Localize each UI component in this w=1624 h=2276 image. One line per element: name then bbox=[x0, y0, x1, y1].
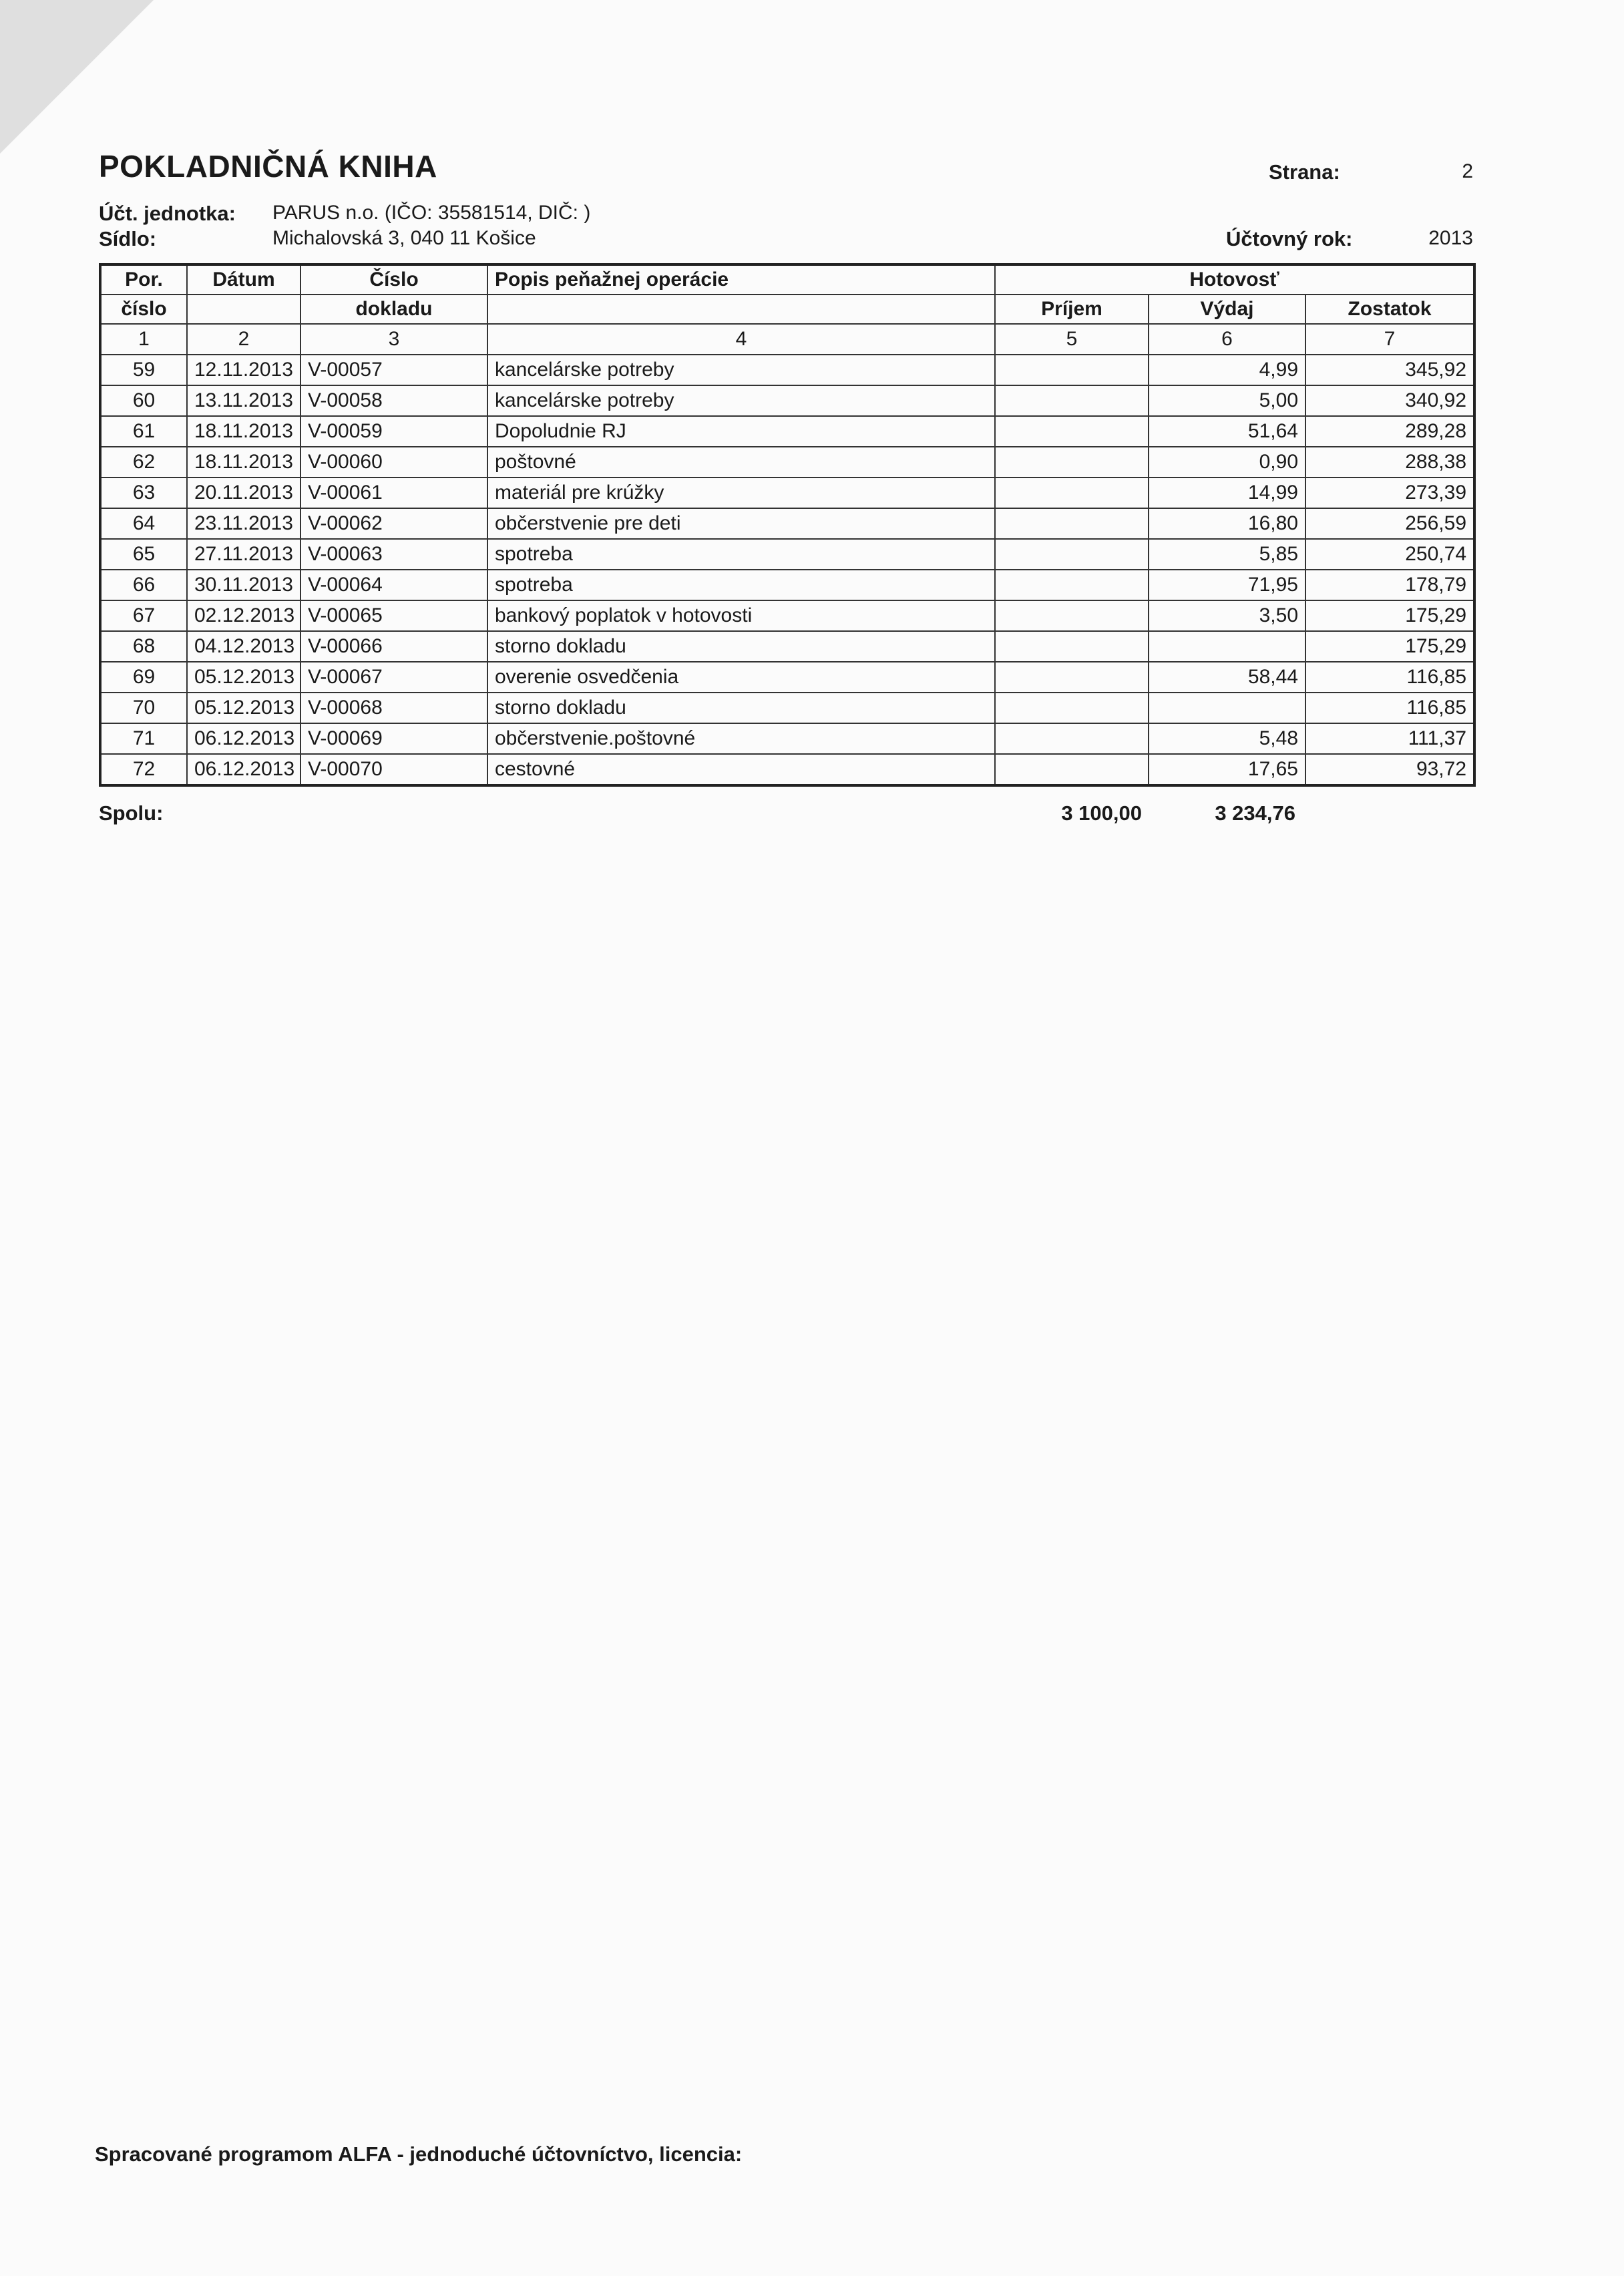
cell-por: 65 bbox=[100, 539, 187, 570]
cell-vydaj: 16,80 bbox=[1149, 508, 1305, 539]
cell-datum: 13.11.2013 bbox=[187, 385, 300, 416]
header-datum: Dátum bbox=[187, 264, 300, 295]
table-row bbox=[100, 447, 1474, 478]
cell-datum: 12.11.2013 bbox=[187, 355, 300, 385]
cell-por: 66 bbox=[100, 570, 187, 600]
unit-value: PARUS n.o. (IČO: 35581514, DIČ: ) bbox=[272, 202, 591, 224]
column-number: 6 bbox=[1149, 324, 1305, 355]
cell-vydaj: 5,85 bbox=[1149, 539, 1305, 570]
footer-note: Spracované programom ALFA - jednoduché účtovníctvo, licencia: bbox=[95, 2142, 743, 2166]
column-number: 3 bbox=[300, 324, 487, 355]
cell-datum: 23.11.2013 bbox=[187, 508, 300, 539]
cell-vydaj bbox=[1149, 631, 1305, 662]
cell-prijem bbox=[995, 754, 1149, 785]
cell-zostatok: 175,29 bbox=[1305, 631, 1474, 662]
column-number: 1 bbox=[100, 324, 187, 355]
total-prijem: 3 100,00 bbox=[1061, 801, 1142, 825]
page-label: Strana: bbox=[1269, 160, 1340, 184]
seat-value: Michalovská 3, 040 11 Košice bbox=[272, 227, 536, 249]
header-datum-blank bbox=[187, 295, 300, 324]
header-cislo-line2: dokladu bbox=[300, 295, 487, 324]
cell-doklad: V-00064 bbox=[300, 570, 487, 600]
header-por-line2: číslo bbox=[100, 295, 187, 324]
cell-doklad: V-00060 bbox=[300, 447, 487, 478]
cell-datum: 18.11.2013 bbox=[187, 416, 300, 447]
cash-book-table bbox=[99, 263, 1476, 787]
table-row bbox=[100, 570, 1474, 600]
cell-popis: storno dokladu bbox=[487, 631, 995, 662]
table-row bbox=[100, 723, 1474, 754]
cell-datum: 04.12.2013 bbox=[187, 631, 300, 662]
cell-zostatok: 273,39 bbox=[1305, 478, 1474, 508]
scan-corner-shadow bbox=[0, 0, 154, 154]
cell-por: 59 bbox=[100, 355, 187, 385]
ledger-body bbox=[100, 355, 1474, 785]
cell-vydaj: 17,65 bbox=[1149, 754, 1305, 785]
cell-popis: materiál pre krúžky bbox=[487, 478, 995, 508]
table-row bbox=[100, 385, 1474, 416]
cell-datum: 27.11.2013 bbox=[187, 539, 300, 570]
header-zostatok: Zostatok bbox=[1305, 295, 1474, 324]
column-number: 7 bbox=[1305, 324, 1474, 355]
header-vydaj: Výdaj bbox=[1149, 295, 1305, 324]
cell-prijem bbox=[995, 508, 1149, 539]
header-cislo: Číslo bbox=[300, 264, 487, 295]
unit-label: Účt. jednotka: bbox=[99, 202, 236, 225]
cell-zostatok: 93,72 bbox=[1305, 754, 1474, 785]
cell-por: 64 bbox=[100, 508, 187, 539]
cell-vydaj: 3,50 bbox=[1149, 600, 1305, 631]
cell-prijem bbox=[995, 693, 1149, 723]
cell-por: 72 bbox=[100, 754, 187, 785]
column-number-row bbox=[100, 324, 1474, 355]
cell-doklad: V-00067 bbox=[300, 662, 487, 693]
cell-vydaj: 4,99 bbox=[1149, 355, 1305, 385]
cell-popis: poštovné bbox=[487, 447, 995, 478]
cell-popis: Dopoludnie RJ bbox=[487, 416, 995, 447]
cell-vydaj bbox=[1149, 693, 1305, 723]
cell-popis: spotreba bbox=[487, 539, 995, 570]
column-number: 5 bbox=[995, 324, 1149, 355]
cell-zostatok: 111,37 bbox=[1305, 723, 1474, 754]
cell-popis: občerstvenie.poštovné bbox=[487, 723, 995, 754]
cell-por: 70 bbox=[100, 693, 187, 723]
table-row bbox=[100, 539, 1474, 570]
cell-prijem bbox=[995, 662, 1149, 693]
header-row-sub bbox=[100, 295, 1474, 324]
document-title: POKLADNIČNÁ KNIHA bbox=[99, 149, 437, 184]
cell-por: 71 bbox=[100, 723, 187, 754]
cell-vydaj: 5,48 bbox=[1149, 723, 1305, 754]
cell-prijem bbox=[995, 385, 1149, 416]
table-row bbox=[100, 600, 1474, 631]
cell-doklad: V-00066 bbox=[300, 631, 487, 662]
cell-popis: spotreba bbox=[487, 570, 995, 600]
cell-zostatok: 256,59 bbox=[1305, 508, 1474, 539]
cell-datum: 05.12.2013 bbox=[187, 662, 300, 693]
cell-popis: overenie osvedčenia bbox=[487, 662, 995, 693]
cell-zostatok: 116,85 bbox=[1305, 693, 1474, 723]
year-value: 2013 bbox=[1428, 227, 1473, 249]
seat-label: Sídlo: bbox=[99, 227, 157, 250]
cell-por: 67 bbox=[100, 600, 187, 631]
cell-por: 68 bbox=[100, 631, 187, 662]
cell-popis: kancelárske potreby bbox=[487, 355, 995, 385]
cell-popis: kancelárske potreby bbox=[487, 385, 995, 416]
cell-popis: bankový poplatok v hotovosti bbox=[487, 600, 995, 631]
cell-doklad: V-00070 bbox=[300, 754, 487, 785]
cell-datum: 06.12.2013 bbox=[187, 723, 300, 754]
column-number: 2 bbox=[187, 324, 300, 355]
cell-zostatok: 175,29 bbox=[1305, 600, 1474, 631]
cell-doklad: V-00061 bbox=[300, 478, 487, 508]
header-hotovost: Hotovosť bbox=[995, 264, 1474, 295]
cell-vydaj: 51,64 bbox=[1149, 416, 1305, 447]
cell-por: 60 bbox=[100, 385, 187, 416]
cell-doklad: V-00057 bbox=[300, 355, 487, 385]
header-por: Por. bbox=[100, 264, 187, 295]
header-prijem: Príjem bbox=[995, 295, 1149, 324]
cell-doklad: V-00068 bbox=[300, 693, 487, 723]
cell-vydaj: 58,44 bbox=[1149, 662, 1305, 693]
total-vydaj: 3 234,76 bbox=[1215, 801, 1295, 825]
cell-por: 62 bbox=[100, 447, 187, 478]
cell-datum: 02.12.2013 bbox=[187, 600, 300, 631]
table-row bbox=[100, 355, 1474, 385]
cell-doklad: V-00058 bbox=[300, 385, 487, 416]
table-row bbox=[100, 754, 1474, 785]
cell-zostatok: 116,85 bbox=[1305, 662, 1474, 693]
table-row bbox=[100, 478, 1474, 508]
cell-datum: 05.12.2013 bbox=[187, 693, 300, 723]
cell-doklad: V-00059 bbox=[300, 416, 487, 447]
cell-doklad: V-00062 bbox=[300, 508, 487, 539]
cell-vydaj: 5,00 bbox=[1149, 385, 1305, 416]
cell-prijem bbox=[995, 631, 1149, 662]
cell-vydaj: 71,95 bbox=[1149, 570, 1305, 600]
cell-doklad: V-00063 bbox=[300, 539, 487, 570]
column-number: 4 bbox=[487, 324, 995, 355]
cell-prijem bbox=[995, 478, 1149, 508]
cell-doklad: V-00069 bbox=[300, 723, 487, 754]
totals-label: Spolu: bbox=[99, 801, 164, 825]
cell-por: 63 bbox=[100, 478, 187, 508]
cell-prijem bbox=[995, 600, 1149, 631]
cell-popis: storno dokladu bbox=[487, 693, 995, 723]
cell-zostatok: 250,74 bbox=[1305, 539, 1474, 570]
cell-vydaj: 14,99 bbox=[1149, 478, 1305, 508]
cell-datum: 06.12.2013 bbox=[187, 754, 300, 785]
cell-vydaj: 0,90 bbox=[1149, 447, 1305, 478]
cell-datum: 30.11.2013 bbox=[187, 570, 300, 600]
cell-prijem bbox=[995, 570, 1149, 600]
table-row bbox=[100, 508, 1474, 539]
page-number: 2 bbox=[1462, 160, 1473, 182]
cell-prijem bbox=[995, 355, 1149, 385]
cell-datum: 20.11.2013 bbox=[187, 478, 300, 508]
header-popis-blank bbox=[487, 295, 995, 324]
cell-por: 69 bbox=[100, 662, 187, 693]
cell-prijem bbox=[995, 416, 1149, 447]
cell-prijem bbox=[995, 447, 1149, 478]
cell-zostatok: 340,92 bbox=[1305, 385, 1474, 416]
cell-prijem bbox=[995, 539, 1149, 570]
cell-prijem bbox=[995, 723, 1149, 754]
cell-zostatok: 178,79 bbox=[1305, 570, 1474, 600]
cell-zostatok: 288,38 bbox=[1305, 447, 1474, 478]
table-row bbox=[100, 631, 1474, 662]
cell-datum: 18.11.2013 bbox=[187, 447, 300, 478]
cell-zostatok: 345,92 bbox=[1305, 355, 1474, 385]
cell-doklad: V-00065 bbox=[300, 600, 487, 631]
cell-popis: cestovné bbox=[487, 754, 995, 785]
cell-zostatok: 289,28 bbox=[1305, 416, 1474, 447]
cell-por: 61 bbox=[100, 416, 187, 447]
table-row bbox=[100, 662, 1474, 693]
header-popis: Popis peňažnej operácie bbox=[487, 264, 995, 295]
table-row bbox=[100, 416, 1474, 447]
header-row-top bbox=[100, 264, 1474, 295]
cell-popis: občerstvenie pre deti bbox=[487, 508, 995, 539]
table-row bbox=[100, 693, 1474, 723]
year-label: Účtovný rok: bbox=[1226, 227, 1353, 250]
